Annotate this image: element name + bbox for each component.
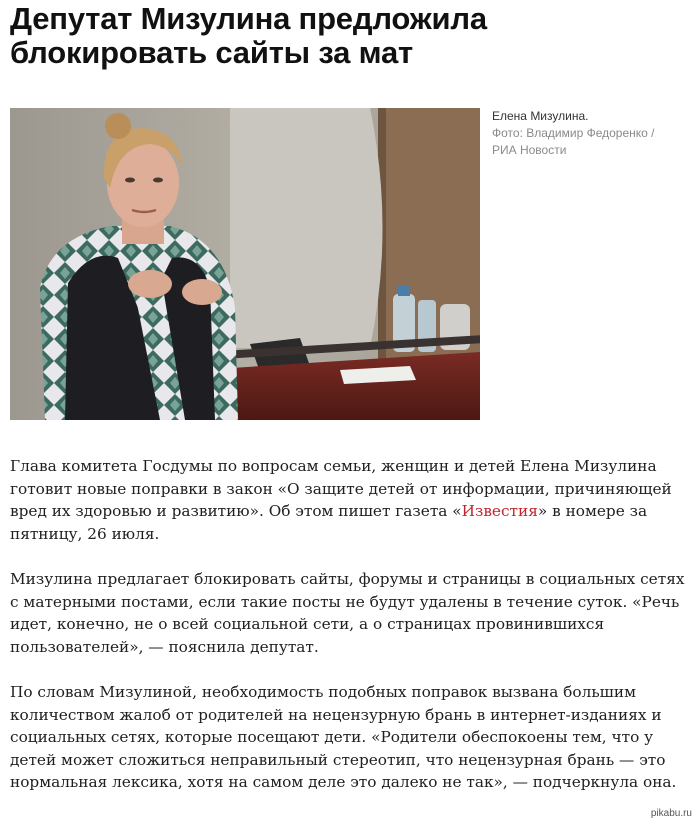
article-body: [10, 455, 690, 817]
article-paragraph-1: [10, 455, 690, 545]
caption-credit: Фото: Владимир Федоренко / РИА Новости: [492, 126, 655, 157]
article-photo: [10, 108, 480, 420]
izvestia-link[interactable]: Известия: [461, 502, 538, 520]
paragraph-1-text: Глава комитета Госдумы по вопросам семьи, женщин и детей Елена Мизулина готовит новые поправки в закон «О защите детей от информации, причиняющей вред их здоровью и развитию». Об этом пишет газета «: [10, 457, 672, 520]
article-title: Депутат Мизулина предложила блокировать сайты за мат: [10, 1, 487, 70]
photo-caption: [492, 108, 682, 159]
article-paragraph-3: По словам Мизулиной, необходимость подобных поправок вызвана большим количеством жалоб от родителей на нецензурную брань в интернет-изданиях и социальных сетях, которые посещают дети. «Родители обеспокоены тем, что у детей может сложиться неправильный стереотип, что нецензурная брань — это нормальная лексика, хотя на самом деле это далеко не так», — подчеркнула она.: [10, 683, 677, 791]
watermark: pikabu.ru: [647, 807, 696, 820]
article-paragraph-2: Мизулина предлагает блокировать сайты, форумы и страницы в социальных сетях с матерными постами, если такие посты не будут удалены в течение суток. «Речь идет, конечно, не о всей социальной сети, а о страницах провинившихся пользователей», — пояснила депутат.: [10, 570, 685, 656]
paragraph-1-text-end: » в номере за пятницу, 26 июля.: [10, 502, 648, 543]
caption-name: Елена Мизулина.: [492, 109, 589, 123]
